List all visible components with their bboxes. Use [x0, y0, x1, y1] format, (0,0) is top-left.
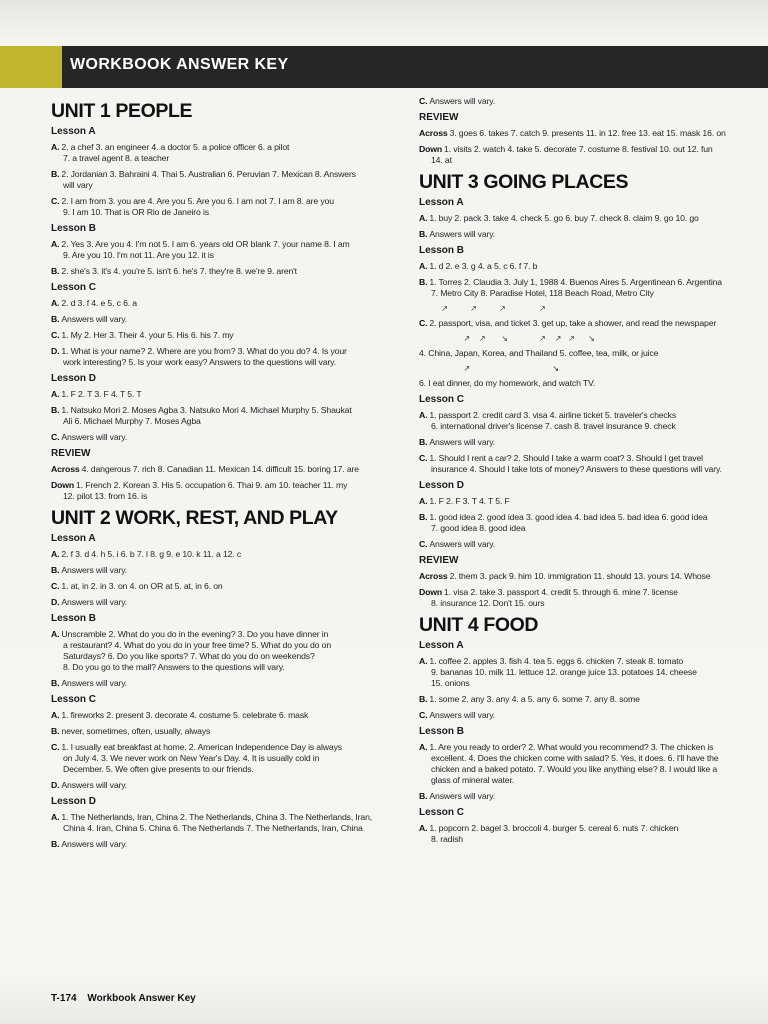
answer-entry	[419, 496, 765, 507]
answer-text: 1. fireworks 2. present 3. decorate 4. costume 5. celebrate 6. mask	[61, 710, 309, 720]
answer-entry	[419, 229, 765, 240]
answer-entry	[419, 318, 765, 329]
answer-line	[51, 432, 403, 443]
answer-text: 8. radish	[431, 834, 463, 844]
answer-line	[419, 128, 765, 139]
answer-line	[51, 812, 403, 823]
answer-line	[51, 346, 403, 357]
answer-line	[51, 597, 403, 608]
answer-line	[419, 213, 765, 224]
answer-key-label: A.	[51, 710, 60, 720]
answer-line	[419, 823, 765, 834]
answer-line	[419, 656, 765, 667]
answer-text: 1. F 2. F 3. T 4. T 5. F	[429, 496, 510, 506]
answer-key-label: C.	[51, 742, 60, 752]
answer-entry	[419, 742, 765, 786]
answer-line	[419, 496, 765, 507]
answer-key-label: C.	[419, 539, 428, 549]
answer-key-label: C.	[419, 318, 428, 328]
answer-line	[51, 823, 403, 834]
answer-text: 1. Natsuko Mori 2. Moses Agba 3. Natsuko Mori 4. Michael Murphy 5. Shaukat	[61, 405, 352, 415]
answer-key-label: A.	[419, 410, 428, 420]
page-footer	[51, 993, 196, 1004]
answer-text: 2. them 3. pack 9. him 10. immigration 11. should 13. yours 14. Whose	[449, 571, 711, 581]
answer-key-label: A.	[51, 812, 60, 822]
answer-text: excellent. 4. Does the chicken come with salad? 5. Yes, it does. 6. I'll have the	[431, 753, 719, 763]
answer-key-label: C.	[51, 196, 60, 206]
answer-text: 1. visa 2. take 3. passport 4. credit 5. through 6. mine 7. license	[444, 587, 678, 597]
answer-line	[51, 629, 403, 640]
answer-text: Answers will vary.	[61, 839, 128, 849]
section-heading: Lesson A	[51, 126, 96, 137]
answer-line	[419, 791, 765, 802]
answer-entry	[51, 266, 403, 277]
answer-line	[51, 678, 403, 689]
answer-key-label: Down	[419, 144, 443, 154]
answer-text: Answers will vary.	[61, 314, 128, 324]
answer-entry	[51, 742, 403, 775]
answer-line	[419, 288, 765, 299]
answer-key-label: Across	[51, 464, 80, 474]
answer-line	[419, 710, 765, 721]
intonation-arrows: ↗ ↗ ↘ ↗ ↗ ↗ ↘	[419, 334, 595, 343]
footer-label: Workbook Answer Key	[87, 993, 196, 1004]
answer-text: 1. good idea 2. good idea 3. good idea 4. bad idea 5. bad idea 6. good idea	[429, 512, 708, 522]
answer-entry	[51, 629, 403, 673]
answer-line	[419, 775, 765, 786]
section-heading: REVIEW	[419, 555, 459, 566]
answer-text: Answers will vary.	[61, 565, 128, 575]
answer-line	[419, 571, 765, 582]
answer-text: 4. dangerous 7. rich 8. Canadian 11. Mexican 14. difficult 15. boring 17. are	[81, 464, 359, 474]
answer-key-label: C.	[51, 330, 60, 340]
answer-key-label: C.	[51, 432, 60, 442]
answer-entry	[51, 726, 403, 737]
answer-key-label: D.	[51, 780, 60, 790]
answer-line	[419, 587, 765, 598]
answer-text: 12. pilot 13. from 16. is	[63, 491, 148, 501]
answer-key-label: A.	[51, 629, 60, 639]
section-heading: Lesson A	[51, 533, 96, 544]
answer-text: 6. international driver's license 7. cash 8. travel insurance 9. check	[431, 421, 676, 431]
answer-entry	[51, 142, 403, 164]
answer-line	[51, 640, 403, 651]
answer-line	[51, 491, 403, 502]
answer-line	[51, 196, 403, 207]
answer-line	[51, 839, 403, 850]
answer-entry	[51, 480, 403, 502]
answer-line	[419, 437, 765, 448]
unit-title-unit-1-people: UNIT 1 PEOPLE	[51, 100, 193, 122]
intonation-arrows: ↗ ↗ ↗ ↗	[419, 304, 546, 313]
section-heading: Lesson C	[419, 807, 465, 818]
answer-text: Answers will vary.	[429, 229, 496, 239]
answer-line	[419, 144, 765, 155]
answer-entry	[51, 196, 403, 218]
answer-text: 1. F 2. T 3. F 4. T 5. T	[61, 389, 142, 399]
answer-text: 2. I am from 3. you are 4. Are you 5. Are you 6. I am not 7. I am 8. are you	[61, 196, 334, 206]
answer-key-label: B.	[419, 791, 428, 801]
answer-line	[419, 523, 765, 534]
answer-line	[51, 581, 403, 592]
answer-entry	[51, 812, 403, 834]
answer-text: Ali 6. Michael Murphy 7. Moses Agba	[63, 416, 201, 426]
answer-entry	[51, 298, 403, 309]
answer-text: will vary	[63, 180, 93, 190]
answer-line	[419, 261, 765, 272]
answer-line	[419, 96, 765, 107]
answer-line	[51, 480, 403, 491]
section-heading: Lesson B	[51, 613, 97, 624]
answer-text: Answers will vary.	[61, 780, 128, 790]
answer-key-label: B.	[51, 726, 60, 736]
unit-title-unit-2-work-rest-and-play: UNIT 2 WORK, REST, AND PLAY	[51, 507, 338, 529]
answer-text: Unscramble 2. What do you do in the evening? 3. Do you have dinner in	[61, 629, 329, 639]
answer-key-label: A.	[419, 213, 428, 223]
answer-key-label: B.	[419, 694, 428, 704]
answer-entry	[51, 405, 403, 427]
answer-text: December. 5. We often give presents to our friends.	[63, 764, 254, 774]
answer-line	[419, 348, 765, 359]
answer-entry	[51, 239, 403, 261]
answer-text: 7. good idea 8. good idea	[431, 523, 526, 533]
answer-line	[419, 678, 765, 689]
answer-entry	[419, 128, 765, 139]
answer-line	[51, 239, 403, 250]
answer-key-label: A.	[51, 389, 60, 399]
answer-line	[419, 834, 765, 845]
answer-line	[419, 229, 765, 240]
answer-key-label: B.	[51, 266, 60, 276]
answer-text: on July 4. 3. We never work on New Year's Day. 4. It is usually cold in	[63, 753, 320, 763]
answer-key-label: B.	[419, 512, 428, 522]
answer-text: 9. I am 10. That is OR Rio de Janeiro is	[63, 207, 209, 217]
answer-text: Answers will vary.	[61, 597, 128, 607]
answer-text: 1. d 2. e 3. g 4. a 5. c 6. f 7. b	[429, 261, 538, 271]
answer-line	[51, 651, 403, 662]
answer-line	[51, 298, 403, 309]
answer-text: 7. a travel agent 8. a teacher	[63, 153, 170, 163]
answer-entry	[51, 597, 403, 608]
answer-key-label: A.	[419, 742, 428, 752]
answer-text: chicken and a baked potato. 7. Would you like anything else? 8. I would like a	[431, 764, 718, 774]
answer-line	[51, 742, 403, 753]
answer-text: 3. goes 6. takes 7. catch 9. presents 11. in 12. free 13. eat 15. mask 16. on	[449, 128, 726, 138]
section-heading: Lesson C	[419, 394, 465, 405]
answer-entry	[419, 277, 765, 299]
answer-key-label: A.	[419, 261, 428, 271]
answer-text: 2. Jordanian 3. Bahraini 4. Thai 5. Australian 6. Peruvian 7. Mexican 8. Answers	[61, 169, 356, 179]
answer-line	[51, 180, 403, 191]
answer-text: 2. d 3. f 4. e 5. c 6. a	[61, 298, 137, 308]
answer-entry	[419, 539, 765, 550]
answer-entry	[51, 389, 403, 400]
left-column	[51, 96, 403, 855]
answer-entry	[51, 346, 403, 368]
answer-line	[51, 464, 403, 475]
unit-title-unit-3-going-places: UNIT 3 GOING PLACES	[419, 171, 629, 193]
answer-entry	[419, 410, 765, 432]
answer-entry	[419, 791, 765, 802]
answer-text: 2. Yes 3. Are you 4. I'm not 5. I am 6. years old OR blank 7. your name 8. I am	[61, 239, 350, 249]
answer-text: 1. Are you ready to order? 2. What would you recommend? 3. The chicken is	[429, 742, 714, 752]
answer-text: 2. f 3. d 4. h 5. i 6. b 7. l 8. g 9. e 10. k 11. a 12. c	[61, 549, 242, 559]
answer-line	[51, 565, 403, 576]
answer-entry	[419, 96, 765, 107]
answer-key-label: D.	[51, 597, 60, 607]
answer-line	[419, 539, 765, 550]
answer-line	[51, 266, 403, 277]
section-heading: Lesson A	[419, 197, 464, 208]
answer-entry	[51, 169, 403, 191]
answer-line	[51, 250, 403, 261]
answer-entry	[51, 330, 403, 341]
section-heading: REVIEW	[419, 112, 459, 123]
answer-key-label: A.	[51, 549, 60, 559]
unit-title-unit-4-food: UNIT 4 FOOD	[419, 614, 539, 636]
answer-entry	[419, 512, 765, 534]
answer-key-label: B.	[51, 839, 60, 849]
answer-line	[51, 662, 403, 673]
answer-text: 1. at, in 2. in 3. on 4. on OR at 5. at, in 6. on	[61, 581, 223, 591]
answer-line	[419, 764, 765, 775]
answer-key-label: D.	[51, 346, 60, 356]
answer-text: 1. Torres 2. Claudia 3. July 1, 1988 4. Buenos Aires 5. Argentinean 6. Argentina	[429, 277, 722, 287]
answer-line	[419, 453, 765, 464]
answer-entry	[419, 378, 765, 389]
answer-text: insurance 4. Should I take lots of money? Answers to these questions will vary.	[431, 464, 722, 474]
section-heading: Lesson C	[51, 694, 97, 705]
answer-key-label: C.	[419, 96, 428, 106]
answer-line	[51, 153, 403, 164]
answer-text: 15. onions	[431, 678, 470, 688]
answer-text: 9. bananas 10. milk 11. lettuce 12. orange juice 13. potatoes 14. cheese	[431, 667, 697, 677]
answer-key-label: C.	[419, 710, 428, 720]
answer-line	[51, 357, 403, 368]
answer-line	[419, 753, 765, 764]
answer-text: Answers will vary.	[429, 437, 496, 447]
answer-line	[51, 389, 403, 400]
answer-key-label: Down	[51, 480, 75, 490]
answer-text: 1. My 2. Her 3. Their 4. your 5. His 6. his 7. my	[61, 330, 234, 340]
answer-line	[419, 410, 765, 421]
answer-key-label: B.	[51, 405, 60, 415]
answer-line	[51, 764, 403, 775]
answer-text: Saturdays? 6. Do you like sports? 7. What do you do on weekends?	[63, 651, 315, 661]
answer-text: 1. visits 2. watch 4. take 5. decorate 7. costume 8. festival 10. out 12. fun	[444, 144, 713, 154]
answer-entry	[419, 213, 765, 224]
page-header-title: WORKBOOK ANSWER KEY	[70, 56, 289, 73]
answer-line	[51, 169, 403, 180]
section-heading: Lesson B	[51, 223, 97, 234]
answer-entry	[419, 587, 765, 609]
section-heading: Lesson B	[419, 245, 465, 256]
answer-text: glass of mineral water.	[431, 775, 514, 785]
page-number: T-174	[51, 993, 77, 1004]
answer-key-label: Across	[419, 128, 448, 138]
answer-line	[419, 667, 765, 678]
answer-line	[51, 207, 403, 218]
answer-key-label: B.	[51, 169, 60, 179]
answer-line	[51, 780, 403, 791]
answer-line	[51, 416, 403, 427]
answer-entry	[419, 656, 765, 689]
answer-text: China 4. Iran, China 5. China 6. The Netherlands 7. The Netherlands, Iran, China	[63, 823, 363, 833]
answer-text: 1. buy 2. pack 3. take 4. check 5. go 6. buy 7. check 8. claim 9. go 10. go	[429, 213, 699, 223]
answer-text: 1. coffee 2. apples 3. fish 4. tea 5. eggs 6. chicken 7. steak 8. tomato	[429, 656, 684, 666]
answer-entry	[51, 464, 403, 475]
answer-entry	[419, 694, 765, 705]
right-column	[419, 96, 765, 850]
answer-entry	[419, 348, 765, 359]
answer-text: 1. What is your name? 2. Where are you from? 3. What do you do? 4. Is your	[61, 346, 347, 356]
answer-line	[51, 726, 403, 737]
answer-text: 7. Metro City 8. Paradise Hotel, 118 Beach Road, Metro City	[431, 288, 654, 298]
intonation-arrows: ↗ ↘	[419, 364, 560, 373]
answer-entry	[419, 823, 765, 845]
answer-line	[419, 421, 765, 432]
answer-text: 8. Do you go to the mall? Answers to the questions will vary.	[63, 662, 285, 672]
answer-entry	[419, 710, 765, 721]
answer-text: never, sometimes, often, usually, always	[61, 726, 211, 736]
answer-text: 1. passport 2. credit card 3. visa 4. airline ticket 5. traveler's checks	[429, 410, 677, 420]
answer-entry	[419, 453, 765, 475]
answer-line	[419, 742, 765, 753]
answer-line	[51, 314, 403, 325]
answer-text: 1. French 2. Korean 3. His 5. occupation 6. Thai 9. am 10. teacher 11. my	[76, 480, 348, 490]
answer-line	[51, 405, 403, 416]
answer-text: 1. some 2. any 3. any 4. a 5. any 6. some 7. any 8. some	[429, 694, 640, 704]
answer-text: 6. I eat dinner, do my homework, and watch TV.	[419, 378, 596, 388]
answer-line	[51, 753, 403, 764]
answer-line	[419, 464, 765, 475]
answer-text: Answers will vary.	[61, 678, 128, 688]
answer-line	[51, 330, 403, 341]
answer-text: 14. at	[431, 155, 452, 165]
answer-text: 2. she's 3. it's 4. you're 5. isn't 6. he's 7. they're 8. we're 9. aren't	[61, 266, 297, 276]
answer-text: Answers will vary.	[429, 96, 496, 106]
answer-text: Answers will vary.	[61, 432, 128, 442]
header-accent	[0, 46, 62, 88]
answer-key-label: A.	[51, 298, 60, 308]
answer-text: 8. insurance 12. Don't 15. ours	[431, 598, 545, 608]
answer-entry	[51, 710, 403, 721]
section-heading: Lesson B	[419, 726, 465, 737]
answer-key-label: A.	[51, 142, 60, 152]
answer-key-label: Down	[419, 587, 443, 597]
answer-entry	[51, 432, 403, 443]
answer-key-label: B.	[51, 565, 60, 575]
section-heading: Lesson C	[51, 282, 97, 293]
answer-line	[419, 155, 765, 166]
answer-key-label: A.	[419, 496, 428, 506]
answer-entry	[51, 678, 403, 689]
answer-key-label: C.	[419, 453, 428, 463]
answer-entry	[51, 314, 403, 325]
answer-text: 1. Should I rent a car? 2. Should I take a warm coat? 3. Should I get travel	[429, 453, 703, 463]
section-heading: Lesson D	[419, 480, 465, 491]
answer-entry	[51, 839, 403, 850]
answer-entry	[51, 780, 403, 791]
answer-line	[51, 710, 403, 721]
answer-entry	[419, 437, 765, 448]
answer-text: 1. The Netherlands, Iran, China 2. The Netherlands, China 3. The Netherlands, Iran,	[61, 812, 373, 822]
answer-text: 2. passport, visa, and ticket 3. get up, take a shower, and read the newspaper	[429, 318, 717, 328]
answer-text: Answers will vary.	[429, 791, 496, 801]
section-heading: REVIEW	[51, 448, 91, 459]
answer-key-label: A.	[419, 656, 428, 666]
answer-line	[419, 694, 765, 705]
answer-text: 4. China, Japan, Korea, and Thailand 5. coffee, tea, milk, or juice	[419, 348, 659, 358]
answer-text: a restaurant? 4. What do you do in your free time? 5. What do you do on	[63, 640, 331, 650]
answer-text: 9. Are you 10. I'm not 11. Are you 12. it is	[63, 250, 214, 260]
answer-entry	[51, 581, 403, 592]
answer-text: 2. a chef 3. an engineer 4. a doctor 5. a police officer 6. a pilot	[61, 142, 290, 152]
answer-line	[419, 598, 765, 609]
answer-line	[419, 378, 765, 389]
answer-text: Answers will vary.	[429, 539, 496, 549]
answer-line	[51, 549, 403, 560]
answer-entry	[51, 549, 403, 560]
section-heading: Lesson D	[51, 796, 97, 807]
answer-key-label: B.	[419, 229, 428, 239]
answer-key-label: A.	[419, 823, 428, 833]
section-heading: Lesson D	[51, 373, 97, 384]
answer-line	[419, 318, 765, 329]
section-heading: Lesson A	[419, 640, 464, 651]
answer-line	[419, 512, 765, 523]
answer-line	[419, 277, 765, 288]
answer-key-label: B.	[419, 437, 428, 447]
answer-entry	[51, 565, 403, 576]
answer-line	[51, 142, 403, 153]
answer-key-label: B.	[419, 277, 428, 287]
answer-entry	[419, 144, 765, 166]
answer-key-label: Across	[419, 571, 448, 581]
answer-text: 1. popcorn 2. bagel 3. broccoli 4. burger 5. cereal 6. nuts 7. chicken	[429, 823, 679, 833]
answer-text: 1. I usually eat breakfast at home. 2. American Independence Day is always	[61, 742, 342, 752]
answer-key-label: A.	[51, 239, 60, 249]
answer-text: Answers will vary.	[429, 710, 496, 720]
answer-text: work interesting? 5. Is your work easy? Answers to the questions will vary.	[63, 357, 336, 367]
answer-key-label: C.	[51, 581, 60, 591]
answer-key-label: B.	[51, 678, 60, 688]
answer-key-label: B.	[51, 314, 60, 324]
answer-entry	[419, 571, 765, 582]
answer-entry	[419, 261, 765, 272]
